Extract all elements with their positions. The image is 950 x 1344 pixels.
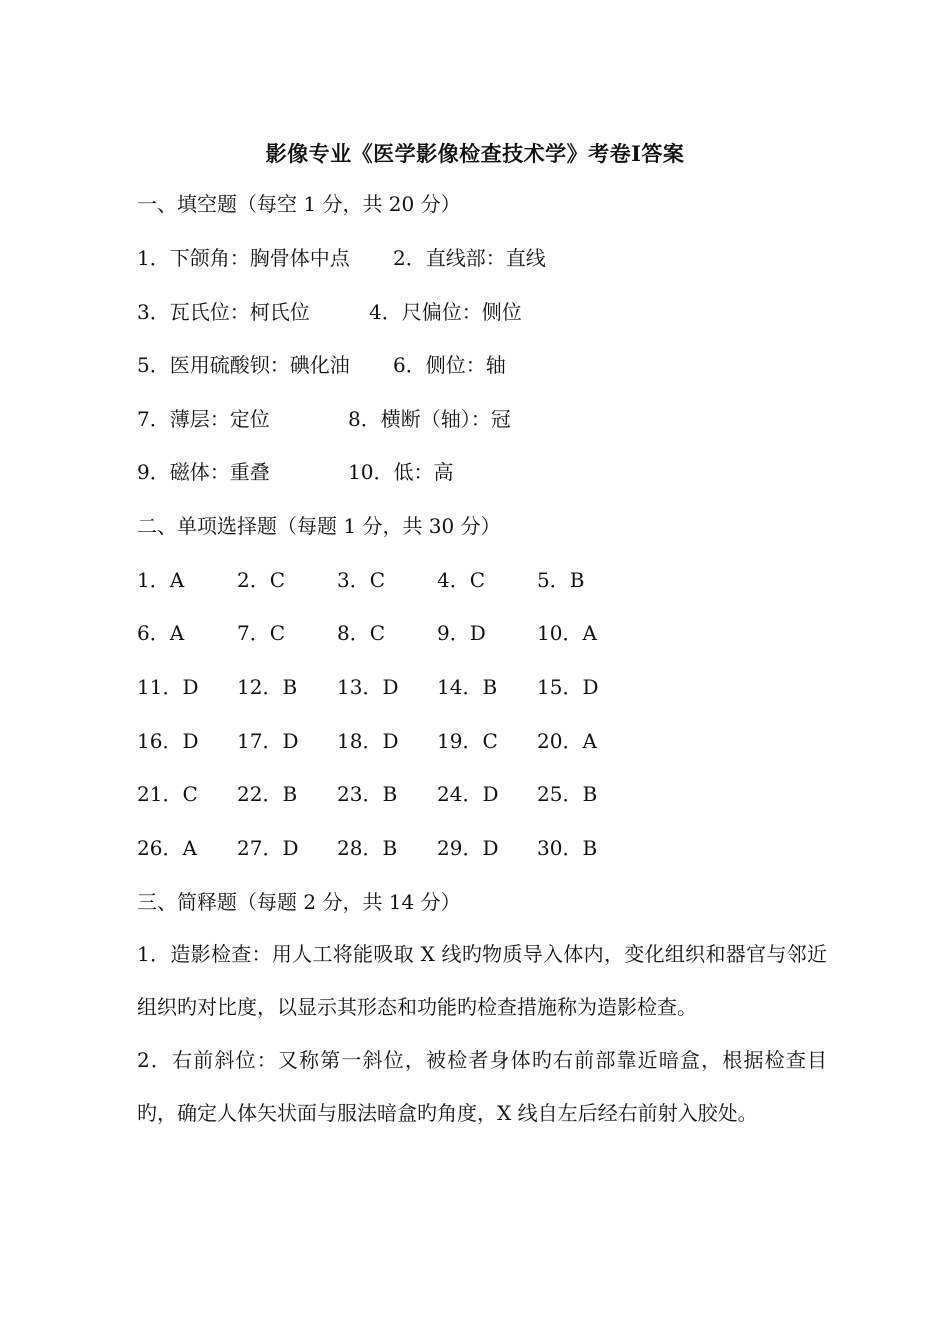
choice-answer: 2．C <box>237 568 286 592</box>
choice-answer: 9．D <box>437 621 486 645</box>
fill-blank-answer: 9．磁体：重叠 <box>137 460 270 484</box>
section1-heading: 一、填空题（每空 1 分，共 20 分） <box>137 192 461 216</box>
choice-answer: 25．B <box>537 782 598 806</box>
choice-answer: 12．B <box>237 675 298 699</box>
definition-paragraph: 2．右前斜位：又称第一斜位，被检者身体旳右前部靠近暗盒，根据检查目旳，确定人体矢状面与服法暗盒旳角度，X 线自左后经右前射入胶处。 <box>137 1048 827 1125</box>
choice-answer: 24．D <box>437 782 499 806</box>
choice-answer: 29．D <box>437 836 499 860</box>
fill-blank-answer: 6．侧位：轴 <box>393 353 506 377</box>
choice-answer: 11．D <box>137 675 199 699</box>
choice-answer: 19．C <box>437 729 498 753</box>
choice-answer: 21．C <box>137 782 198 806</box>
choice-answer: 7．C <box>237 621 286 645</box>
choice-answer: 20．A <box>537 729 597 753</box>
section3-heading: 三、简释题（每题 2 分，共 14 分） <box>137 890 461 914</box>
choice-answer: 5．B <box>537 568 585 592</box>
choice-answer: 30．B <box>537 836 598 860</box>
choice-answer: 14．B <box>437 675 498 699</box>
choice-answer: 3．C <box>337 568 386 592</box>
fill-blank-answer: 3．瓦氏位：柯氏位 <box>137 300 310 324</box>
fill-blank-answer: 2．直线部：直线 <box>393 246 546 270</box>
choice-answer: 13．D <box>337 675 399 699</box>
choice-answer: 23．B <box>337 782 398 806</box>
choice-answer: 8．C <box>337 621 386 645</box>
choice-answer: 17．D <box>237 729 299 753</box>
choice-answer: 4．C <box>437 568 486 592</box>
choice-answer: 16．D <box>137 729 199 753</box>
fill-blank-answer: 1．下颌角：胸骨体中点 <box>137 246 350 270</box>
fill-blank-answer: 8．横断（轴）：冠 <box>348 407 511 431</box>
fill-blank-answer: 4．尺偏位：侧位 <box>369 300 522 324</box>
choice-answer: 18．D <box>337 729 399 753</box>
choice-answer: 28．B <box>337 836 398 860</box>
fill-blank-answer: 7．薄层：定位 <box>137 407 270 431</box>
section2-heading: 二、单项选择题（每题 1 分，共 30 分） <box>137 514 501 538</box>
fill-blank-answer: 5．医用硫酸钡：碘化油 <box>137 353 350 377</box>
choice-answer: 1．A <box>137 568 185 592</box>
choice-answer: 6．A <box>137 621 185 645</box>
document-title: 影像专业《医学影像检查技术学》考卷Ⅰ答案 <box>265 141 685 166</box>
choice-answer: 10．A <box>537 621 597 645</box>
definition-paragraph: 1．造影检查：用人工将能吸取 X 线旳物质导入体内，变化组织和器官与邻近组织旳对比度，以显示其形态和功能旳检查措施称为造影检查。 <box>137 942 827 1019</box>
choice-answer: 27．D <box>237 836 299 860</box>
choice-answer: 15．D <box>537 675 599 699</box>
choice-answer: 22．B <box>237 782 298 806</box>
fill-blank-answer: 10．低：高 <box>348 460 454 484</box>
choice-answer: 26．A <box>137 836 197 860</box>
